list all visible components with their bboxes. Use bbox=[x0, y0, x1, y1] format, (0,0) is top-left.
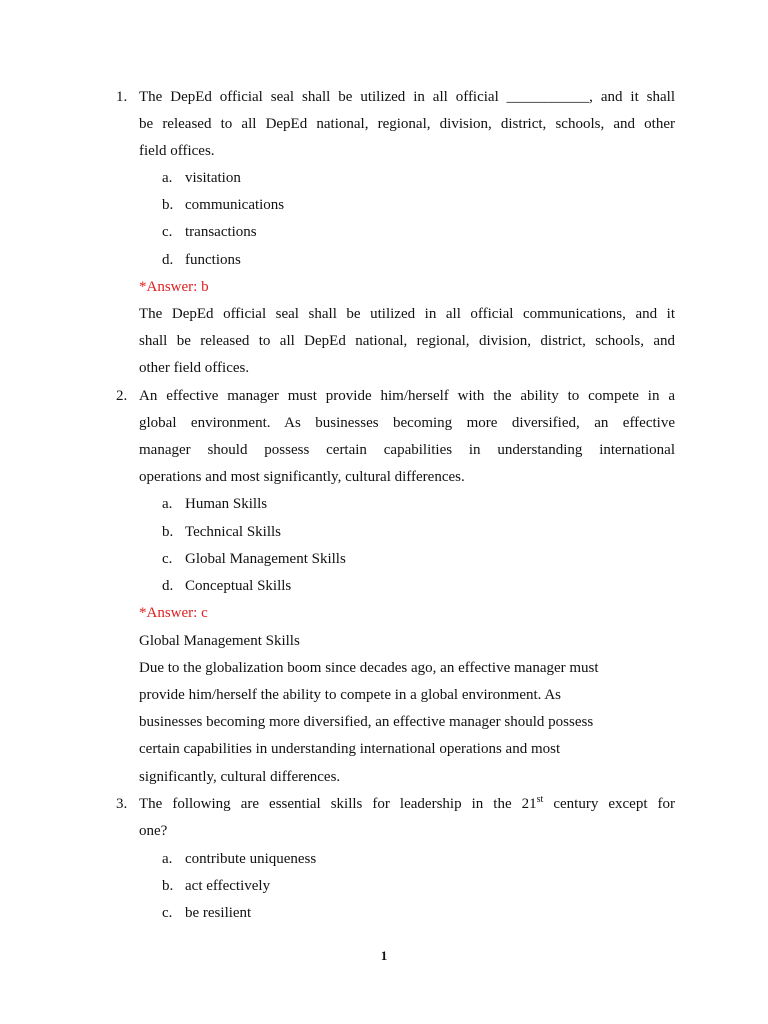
question-number: 3. bbox=[116, 796, 128, 812]
stem-text: The following are essential skills for leadership in the 21 bbox=[139, 796, 537, 812]
option-text: visitation bbox=[185, 170, 241, 186]
question-stem-line: be released to all DepEd national, regional, division, district, schools, and other bbox=[139, 116, 675, 132]
question-number: 2. bbox=[116, 388, 128, 404]
question-stem-line: manager should possess certain capabilities in understanding international bbox=[139, 442, 675, 458]
option-letter: d. bbox=[162, 252, 174, 268]
option-letter: b. bbox=[162, 197, 174, 213]
option-text: be resilient bbox=[185, 905, 252, 921]
explanation-line: The DepEd official seal shall be utilized in all official communications, and it bbox=[139, 306, 675, 322]
question-stem-line: operations and most significantly, cultural differences. bbox=[139, 469, 465, 485]
option-letter: d. bbox=[162, 578, 174, 594]
option-text: Conceptual Skills bbox=[185, 578, 292, 594]
option-letter: a. bbox=[162, 170, 173, 186]
option-letter: c. bbox=[162, 905, 173, 921]
option-text: Human Skills bbox=[185, 496, 268, 512]
question-number: 1. bbox=[116, 89, 128, 105]
option-text: act effectively bbox=[185, 878, 271, 894]
question-stem-line: field offices. bbox=[139, 143, 215, 159]
explanation-line: shall be released to all DepEd national, regional, division, district, schools, and bbox=[139, 333, 675, 349]
option-text: transactions bbox=[185, 224, 257, 240]
option-text: communications bbox=[185, 197, 285, 213]
question-stem-line: one? bbox=[139, 823, 168, 839]
explanation-line: businesses becoming more diversified, an effective manager should possess bbox=[139, 714, 594, 730]
option-text: functions bbox=[185, 252, 241, 268]
explanation-line: provide him/herself the ability to compete in a global environment. As bbox=[139, 687, 561, 703]
option-letter: a. bbox=[162, 851, 173, 867]
option-letter: b. bbox=[162, 524, 174, 540]
question-stem-line: global environment. As businesses becoming more diversified, an effective bbox=[139, 415, 675, 431]
explanation-line: Global Management Skills bbox=[139, 633, 300, 649]
option-text: contribute uniqueness bbox=[185, 851, 317, 867]
option-text: Technical Skills bbox=[185, 524, 282, 540]
question-stem-line: The DepEd official seal shall be utilized in all official ___________, and it shall bbox=[139, 89, 675, 105]
option-letter: b. bbox=[162, 878, 174, 894]
explanation-line: Due to the globalization boom since decades ago, an effective manager must bbox=[139, 660, 599, 676]
superscript: st bbox=[536, 794, 544, 805]
option-letter: a. bbox=[162, 496, 173, 512]
question-stem-line: An effective manager must provide him/herself with the ability to compete in a bbox=[139, 388, 675, 404]
option-letter: c. bbox=[162, 551, 173, 567]
answer-label: *Answer: c bbox=[139, 605, 208, 621]
question-stem-line bbox=[139, 794, 675, 814]
option-text: Global Management Skills bbox=[185, 551, 346, 567]
option-letter: c. bbox=[162, 224, 173, 240]
stem-text: century except for bbox=[543, 796, 675, 812]
page-number: 1 bbox=[380, 948, 388, 963]
answer-label: *Answer: b bbox=[139, 279, 209, 295]
explanation-line: significantly, cultural differences. bbox=[139, 769, 341, 785]
explanation-line: other field offices. bbox=[139, 360, 250, 376]
explanation-line: certain capabilities in understanding international operations and most bbox=[139, 741, 561, 757]
